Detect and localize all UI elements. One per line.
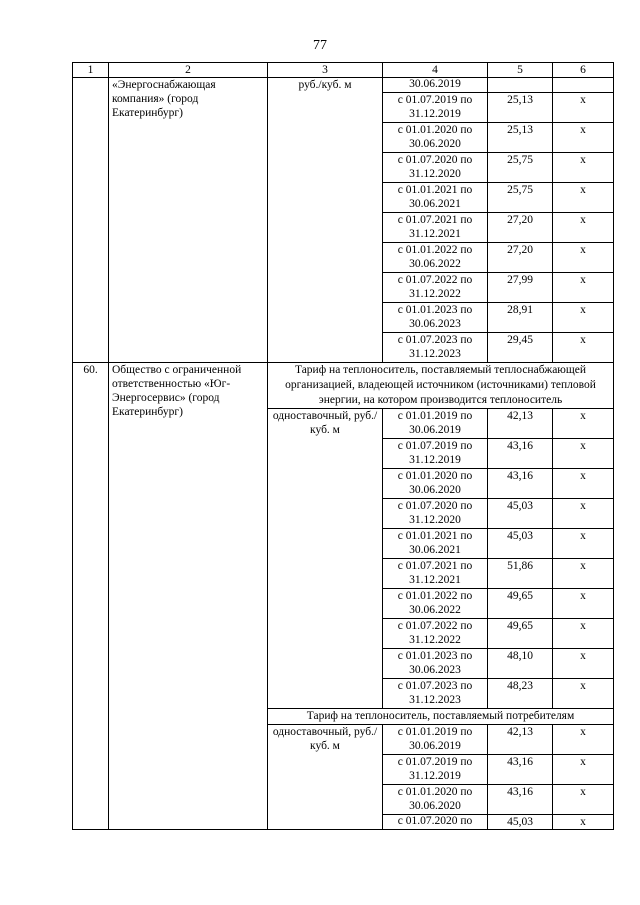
value-cell: 49,65: [488, 589, 553, 619]
period-cell: 30.06.2019: [383, 78, 488, 93]
x-cell: x: [553, 649, 614, 679]
column-header: 6: [553, 63, 614, 78]
period-cell: с 01.01.2023 по 30.06.2023: [383, 303, 488, 333]
organization-name: Общество с ограниченной ответственностью «Юг-Энергосервис» (город Екатеринбург): [109, 363, 268, 830]
period-cell: с 01.07.2022 по 31.12.2022: [383, 619, 488, 649]
value-cell: 48,10: [488, 649, 553, 679]
x-cell: x: [553, 409, 614, 439]
value-cell: 43,16: [488, 785, 553, 815]
x-cell: x: [553, 559, 614, 589]
period-cell: с 01.07.2023 по 31.12.2023: [383, 679, 488, 709]
x-cell: x: [553, 499, 614, 529]
value-cell: 48,23: [488, 679, 553, 709]
column-header: 1: [73, 63, 109, 78]
x-cell: x: [553, 439, 614, 469]
value-cell: 43,16: [488, 755, 553, 785]
x-cell: x: [553, 183, 614, 213]
x-cell: x: [553, 469, 614, 499]
period-cell: с 01.07.2022 по 31.12.2022: [383, 273, 488, 303]
period-cell: с 01.01.2023 по 30.06.2023: [383, 649, 488, 679]
value-cell: 43,16: [488, 469, 553, 499]
value-cell: 25,75: [488, 153, 553, 183]
period-cell: с 01.07.2021 по 31.12.2021: [383, 559, 488, 589]
column-header: 4: [383, 63, 488, 78]
x-cell: x: [553, 123, 614, 153]
table-row: [73, 78, 614, 93]
value-cell: 27,99: [488, 273, 553, 303]
x-cell: x: [553, 93, 614, 123]
unit-cell: одноставочный, руб./куб. м: [268, 725, 383, 830]
x-cell: x: [553, 725, 614, 755]
value-cell: 29,45: [488, 333, 553, 363]
column-header: 3: [268, 63, 383, 78]
x-cell: x: [553, 243, 614, 273]
value-cell: 49,65: [488, 619, 553, 649]
period-cell: с 01.07.2019 по 31.12.2019: [383, 93, 488, 123]
page-number: 77: [313, 38, 327, 53]
value-cell: 43,16: [488, 439, 553, 469]
x-cell: x: [553, 273, 614, 303]
value-cell: 51,86: [488, 559, 553, 589]
value-cell: 42,13: [488, 725, 553, 755]
x-cell: x: [553, 333, 614, 363]
value-cell: 45,03: [488, 815, 553, 830]
x-cell: x: [553, 785, 614, 815]
period-cell: с 01.01.2022 по 30.06.2022: [383, 589, 488, 619]
period-cell: с 01.01.2022 по 30.06.2022: [383, 243, 488, 273]
period-cell: с 01.01.2021 по 30.06.2021: [383, 529, 488, 559]
value-cell: 45,03: [488, 499, 553, 529]
period-cell: с 01.01.2021 по 30.06.2021: [383, 183, 488, 213]
x-cell: x: [553, 755, 614, 785]
column-header: 2: [109, 63, 268, 78]
period-cell: с 01.01.2019 по 30.06.2019: [383, 409, 488, 439]
period-cell: с 01.07.2019 по 31.12.2019: [383, 439, 488, 469]
tariff-table: [72, 62, 614, 830]
entry-number: [73, 78, 109, 363]
column-header: 5: [488, 63, 553, 78]
x-cell: x: [553, 619, 614, 649]
value-cell: 25,13: [488, 93, 553, 123]
x-cell: x: [553, 153, 614, 183]
x-cell: x: [553, 679, 614, 709]
organization-name: «Энергоснабжающая компания» (город Екатеринбург): [109, 78, 268, 363]
period-cell: с 01.07.2020 по 31.12.2020: [383, 153, 488, 183]
x-cell: x: [553, 815, 614, 830]
column-number-row: [73, 63, 614, 78]
unit-cell: руб./куб. м: [268, 78, 383, 363]
period-cell: с 01.07.2021 по 31.12.2021: [383, 213, 488, 243]
period-cell: с 01.07.2019 по 31.12.2019: [383, 755, 488, 785]
value-cell: 27,20: [488, 243, 553, 273]
value-cell: 42,13: [488, 409, 553, 439]
x-cell: [553, 78, 614, 93]
x-cell: x: [553, 303, 614, 333]
x-cell: x: [553, 529, 614, 559]
tariff-section-title: Тариф на теплоноситель, поставляемый потребителям: [268, 709, 614, 725]
value-cell: 28,91: [488, 303, 553, 333]
value-cell: 25,75: [488, 183, 553, 213]
value-cell: 45,03: [488, 529, 553, 559]
period-cell: с 01.01.2020 по 30.06.2020: [383, 123, 488, 153]
value-cell: [488, 78, 553, 93]
value-cell: 25,13: [488, 123, 553, 153]
period-cell: с 01.01.2020 по 30.06.2020: [383, 469, 488, 499]
period-cell: с 01.01.2019 по 30.06.2019: [383, 725, 488, 755]
x-cell: x: [553, 589, 614, 619]
period-cell: с 01.07.2023 по 31.12.2023: [383, 333, 488, 363]
unit-cell: одноставочный, руб./куб. м: [268, 409, 383, 709]
period-cell: с 01.07.2020 по: [383, 815, 488, 830]
period-cell: с 01.07.2020 по 31.12.2020: [383, 499, 488, 529]
entry-number: 60.: [73, 363, 109, 830]
value-cell: 27,20: [488, 213, 553, 243]
period-cell: с 01.01.2020 по 30.06.2020: [383, 785, 488, 815]
table-row: [73, 363, 614, 409]
x-cell: x: [553, 213, 614, 243]
tariff-section-title: Тариф на теплоноситель, поставляемый теплоснабжающей организацией, владеющей источником (источниками) тепловой энергии, на котором производится теплоноситель: [268, 363, 614, 409]
